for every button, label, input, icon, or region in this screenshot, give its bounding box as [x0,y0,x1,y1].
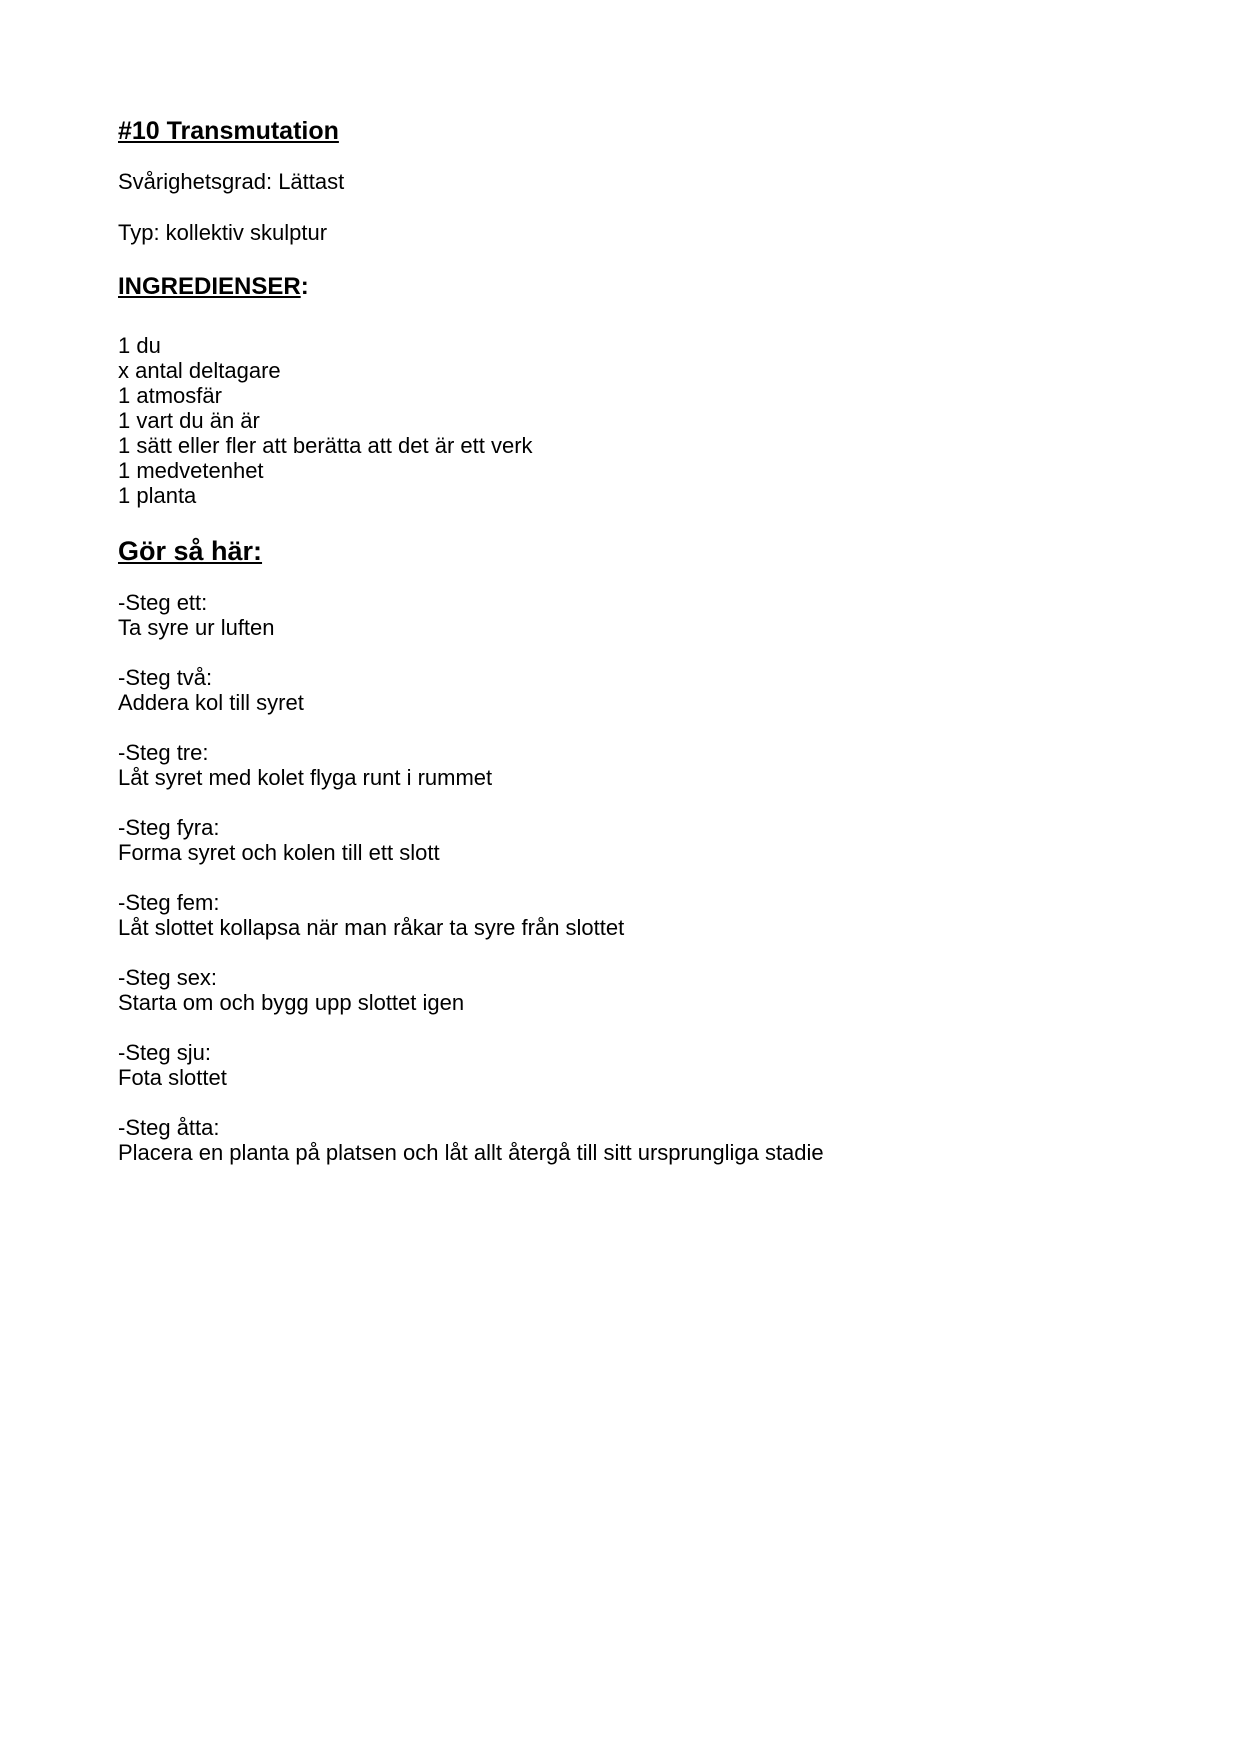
ingredient-item: 1 du [118,333,161,358]
document-title: #10 Transmutation [118,117,339,145]
step-text: Placera en planta på platsen och låt allt återgå till sitt ursprungliga stadie [118,1140,824,1165]
ingredient-item: 1 planta [118,483,197,508]
step-item [118,665,824,740]
step-item [118,590,824,665]
step-label: -Steg ett: [118,590,208,615]
step-text: Addera kol till syret [118,690,304,715]
step-item [118,1115,824,1190]
step-label: -Steg sex: [118,965,218,990]
ingredient-item: x antal deltagare [118,358,281,383]
step-item [118,740,824,815]
ingredients-heading [118,272,309,302]
ingredient-item: 1 atmosfär [118,383,222,408]
ingredient-item: 1 vart du än är [118,408,260,433]
step-label: -Steg tre: [118,740,209,765]
ingredients-heading-colon: : [300,273,309,300]
step-text: Låt syret med kolet flyga runt i rummet [118,765,493,790]
step-item [118,815,824,890]
step-item [118,1040,824,1115]
step-label: -Steg fyra: [118,815,220,840]
instructions-heading: Gör så här: [118,536,263,566]
step-label: -Steg fem: [118,890,220,915]
step-text: Ta syre ur luften [118,615,275,640]
steps-list [118,590,824,1190]
step-text: Forma syret och kolen till ett slott [118,840,440,865]
step-label: -Steg åtta: [118,1115,220,1140]
ingredients-heading-text: INGREDIENSER [118,273,301,300]
step-text: Låt slottet kollapsa när man råkar ta syre från slottet [118,915,625,940]
step-text: Starta om och bygg upp slottet igen [118,990,465,1015]
step-label: -Steg två: [118,665,213,690]
ingredient-item: 1 medvetenhet [118,458,264,483]
step-label: -Steg sju: [118,1040,211,1065]
step-item [118,965,824,1040]
step-text: Fota slottet [118,1065,227,1090]
type-line: Typ: kollektiv skulptur [118,220,328,245]
difficulty-line: Svårighetsgrad: Lättast [118,169,345,194]
step-item [118,890,824,965]
ingredients-list [118,333,533,508]
ingredient-item: 1 sätt eller fler att berätta att det är ett verk [118,433,533,458]
